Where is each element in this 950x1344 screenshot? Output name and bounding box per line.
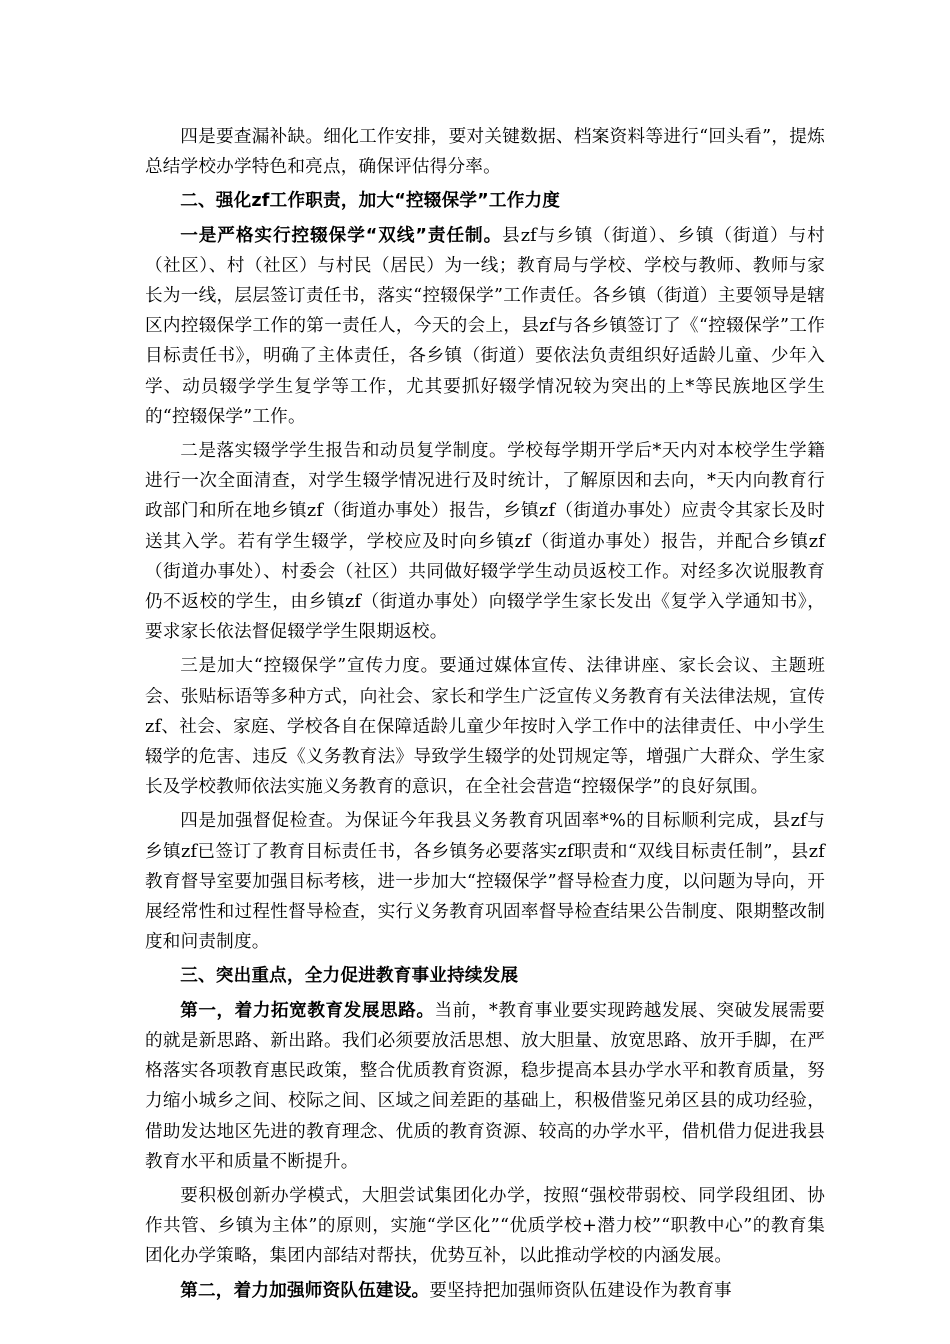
- paragraph-body: 县zf与乡镇（街道）、乡镇（街道）与村（社区）、村（社区）与村民（居民）为一线；教育局与学校、学校与教师、教师与家长为一线，层层签订责任书，落实“控辍保学”工作责任。各乡镇（街道）主要领导是辖区内控辍保学工作的第一责任人，今天的会上，县zf与各乡镇签订了《“控辍保学”工作目标责任书》，明确了主体责任，各乡镇（街道）要依法负责组织好适龄儿童、少年入学、动员辍学学生复学等工作，尤其要抓好辍学情况较为突出的上*等民族地区学生的“控辍保学”工作。: [145, 225, 825, 427]
- paragraph-lead: 一是严格实行控辍保学“双线”责任制。: [180, 225, 503, 246]
- paragraph-1: 四是要查漏补缺。细化工作安排，要对关键数据、档案资料等进行“回头看”，提炼总结学校办学特色和亮点，确保评估得分率。: [145, 127, 825, 178]
- document-page: [145, 122, 825, 1310]
- paragraph-6: 四是加强督促检查。为保证今年我县义务教育巩固率*%的目标顺利完成，县zf与乡镇zf已签订了教育目标责任书，各乡镇务必要落实zf职责和“双线目标责任制”，县zf教育督导室要加强目标考核，进一步加大“控辍保学”督导检查力度，以问题为导向，开展经常性和过程性督导检查，实行义务教育巩固率督导检查结果公告制度、限期整改制度和问责制度。: [145, 811, 825, 953]
- paragraph-lead: 第一，着力拓宽教育发展思路。: [180, 1000, 435, 1021]
- paragraph-body: 当前，*教育事业要实现跨越发展、突破发展需要的就是新思路、新出路。我们必须要放活思想、放大胆量、放宽思路、放开手脚，在严格落实各项教育惠民政策，整合优质教育资源，稳步提高本县办学水平和教育质量，努力缩小城乡之间、校际之间、区域之间差距的基础上，积极借鉴兄弟区县的成功经验，借助发达地区先进的教育理念、优质的教育资源、较高的办学水平，借机借力促进我县教育水平和质量不断提升。: [145, 1000, 825, 1172]
- section-heading-3: 三、突出重点，全力促进教育事业持续发展: [180, 966, 519, 987]
- paragraph-8: [145, 996, 825, 1177]
- paragraph-3: [145, 221, 825, 432]
- paragraph-10: [145, 1276, 825, 1306]
- paragraph-9: 要积极创新办学模式，大胆尝试集团化办学，按照“强校带弱校、同学段组团、协作共管、乡镇为主体”的原则，实施“学区化”“优质学校+潜力校”“职教中心”的教育集团化办学策略，集团内部结对帮扶，优势互补，以此推动学校的内涵发展。: [145, 1185, 825, 1267]
- section-heading-2: 二、强化zf工作职责，加大“控辍保学”工作力度: [180, 191, 561, 212]
- paragraph-body: 要坚持把加强师资队伍建设作为教育事: [429, 1280, 732, 1301]
- paragraph-lead: 第二，着力加强师资队伍建设。: [180, 1280, 430, 1301]
- paragraph-4: 二是落实辍学学生报告和动员复学制度。学校每学期开学后*天内对本校学生学籍进行一次全面清查，对学生辍学情况进行及时统计，了解原因和去向，*天内向教育行政部门和所在地乡镇zf（街道办事处）报告，乡镇zf（街道办事处）应责令其家长及时送其入学。若有学生辍学，学校应及时向乡镇zf（街道办事处）报告，并配合乡镇zf（街道办事处）、村委会（社区）共同做好辍学学生动员返校工作。对经多次说服教育仍不返校的学生，由乡镇zf（街道办事处）向辍学学生家长发出《复学入学通知书》，要求家长依法督促辍学学生限期返校。: [145, 441, 825, 643]
- paragraph-5: 三是加大“控辍保学”宣传力度。要通过媒体宣传、法律讲座、家长会议、主题班会、张贴标语等多种方式，向社会、家长和学生广泛宣传义务教育有关法律法规，宣传zf、社会、家庭、学校各自在保障适龄儿童少年按时入学工作中的法律责任、中小学生辍学的危害、违反《义务教育法》导致学生辍学的处罚规定等，增强广大群众、学生家长及学校教师依法实施义务教育的意识，在全社会营造“控辍保学”的良好氛围。: [145, 656, 825, 798]
